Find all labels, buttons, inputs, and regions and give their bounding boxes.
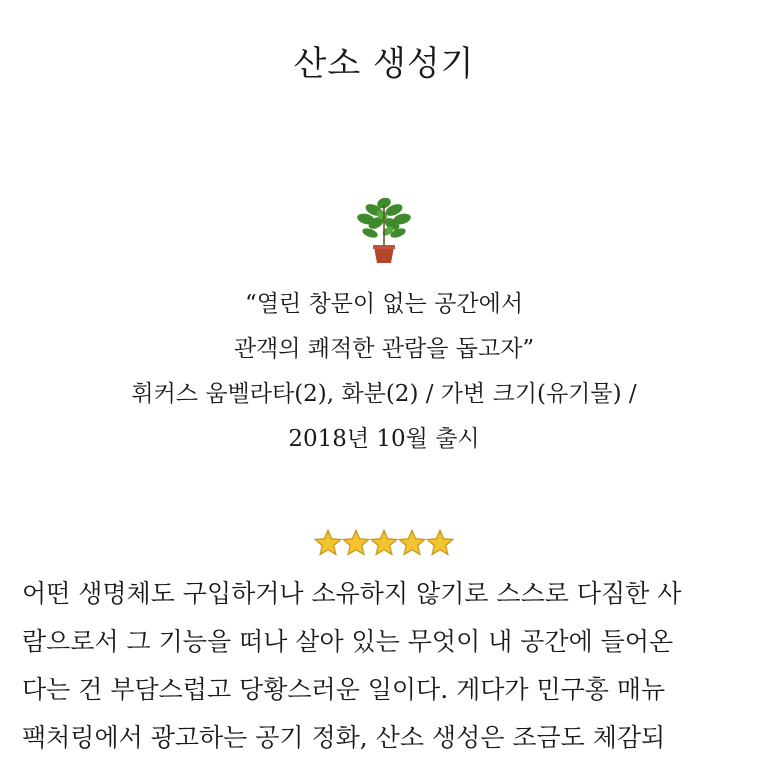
body-line-2: 람으로서 그 기능을 떠나 살아 있는 무엇이 내 공간에 들어온: [22, 627, 674, 656]
star-icon: [425, 528, 455, 558]
star-icon: [341, 528, 371, 558]
body-line-4: 팩처링에서 광고하는 공기 정화, 산소 생성은 조금도 체감되: [22, 723, 666, 752]
star-icon: [397, 528, 427, 558]
page-title: 산소 생성기: [293, 44, 475, 84]
body-line-1: 어떤 생명체도 구입하거나 소유하지 않기로 스스로 다짐한 사: [22, 579, 682, 608]
star-rating: [0, 528, 768, 560]
caption-quote-line-2: 관객의 쾌적한 관람을 돕고자”: [233, 336, 535, 362]
caption-quote-line-1: “열린 창문이 없는 공간에서: [244, 291, 524, 317]
caption-release-date: 2018년 10월 출시: [288, 426, 480, 452]
potted-plant-icon: [352, 193, 416, 265]
body-line-3: 다는 건 부담스럽고 당황스러운 일이다. 게다가 민구홍 매뉴: [22, 675, 666, 704]
review-body: [22, 570, 750, 762]
star-icon: [369, 528, 399, 558]
artwork-caption: [0, 282, 768, 462]
star-icon: [313, 528, 343, 558]
caption-materials: 휘커스 움벨라타(2), 화분(2) / 가변 크기(유기물) /: [131, 381, 637, 407]
